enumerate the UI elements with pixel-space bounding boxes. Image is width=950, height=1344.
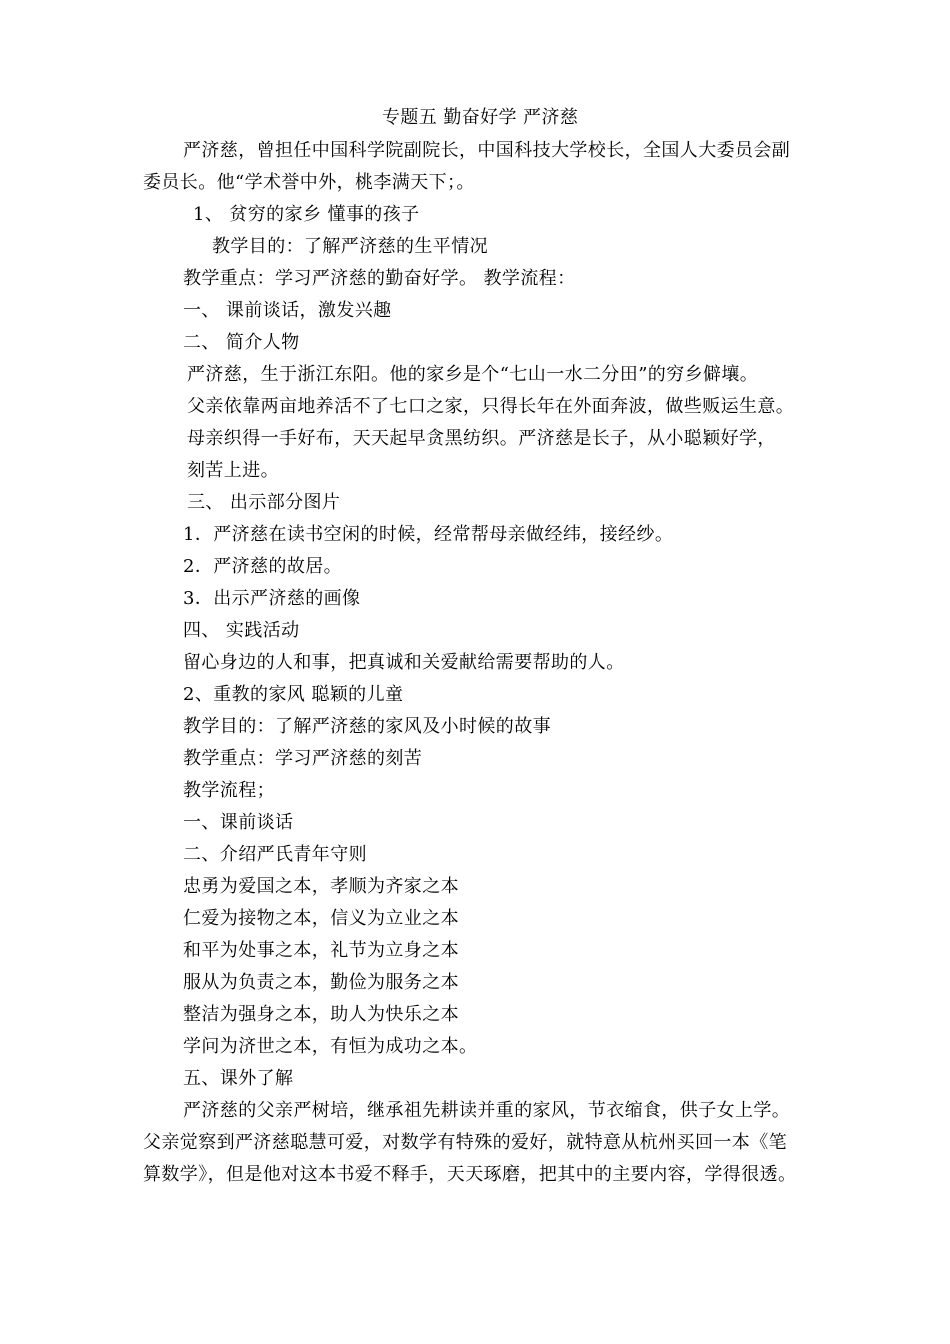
section-2-step-5: 五、课外了解 [183,1068,294,1089]
rule-line-4: 服从为负责之本，勤俭为服务之本 [183,972,459,993]
step-4: 四、 实践活动 [183,620,300,641]
rule-line-2: 仁爱为接物之本，信义为立业之本 [183,908,459,929]
section-2-step-1: 一、课前谈话 [183,812,294,833]
intro-line-1: 严济慈，曾担任中国科学院副院长，中国科技大学校长，全国人大委员会副 [183,140,791,161]
extra-line-1: 严济慈的父亲严树培，继承祖先耕读并重的家风，节衣缩食，供子女上学。 [183,1100,791,1121]
intro-line-2: 委员长。他“学术誉中外，桃李满天下；。 [143,172,475,193]
bio-line-1: 严济慈，生于浙江东阳。他的家乡是个“七山一水二分田”的穷乡僻壤。 [187,364,759,385]
rule-line-6: 学问为济世之本，有恒为成功之本。 [183,1036,478,1057]
section-2-focus: 教学重点：学习严济慈的刻苦 [183,748,423,769]
bio-line-4: 刻苦上进。 [187,460,279,481]
section-2-heading: 2、重教的家风 聪颖的儿童 [183,684,404,705]
rule-line-3: 和平为处事之本，礼节为立身之本 [183,940,459,961]
section-1-heading: 1、 贫穷的家乡 懂事的孩子 [193,204,420,225]
document-title: 专题五 勤奋好学 严济慈 [382,107,579,128]
step-2: 二、 简介人物 [183,332,300,353]
picture-item-2: 2．严济慈的故居。 [183,556,343,577]
section-1-focus: 教学重点：学习严济慈的勤奋好学。 教学流程： [183,268,576,289]
activity-text: 留心身边的人和事，把真诚和关爱献给需要帮助的人。 [183,652,625,673]
rule-line-1: 忠勇为爱国之本，孝顺为齐家之本 [183,876,459,897]
picture-item-1: 1．严济慈在读书空闲的时候，经常帮母亲做经纬，接经纱。 [183,524,674,545]
section-2-process: 教学流程； [183,780,275,801]
step-3: 三、 出示部分图片 [187,492,341,513]
picture-item-3: 3．出示严济慈的画像 [183,588,361,609]
bio-line-3: 母亲织得一手好布，天天起早贪黑纺织。严济慈是长子，从小聪颖好学， [187,428,776,449]
extra-line-2: 父亲觉察到严济慈聪慧可爱，对数学有特殊的爱好，就特意从杭州买回一本《笔 [143,1132,787,1153]
section-1-goal: 教学目的：了解严济慈的生平情况 [212,236,488,257]
section-2-goal: 教学目的：了解严济慈的家风及小时候的故事 [183,716,551,737]
step-1: 一、 课前谈话，激发兴趣 [183,300,392,321]
rule-line-5: 整洁为强身之本，助人为快乐之本 [183,1004,459,1025]
bio-line-2: 父亲依靠两亩地养活不了七口之家，只得长年在外面奔波，做些贩运生意。 [187,396,795,417]
section-2-step-2: 二、介绍严氏青年守则 [183,844,367,865]
extra-line-3: 算数学》，但是他对这本书爱不释手，天天琢磨，把其中的主要内容，学得很透。 [143,1164,797,1185]
